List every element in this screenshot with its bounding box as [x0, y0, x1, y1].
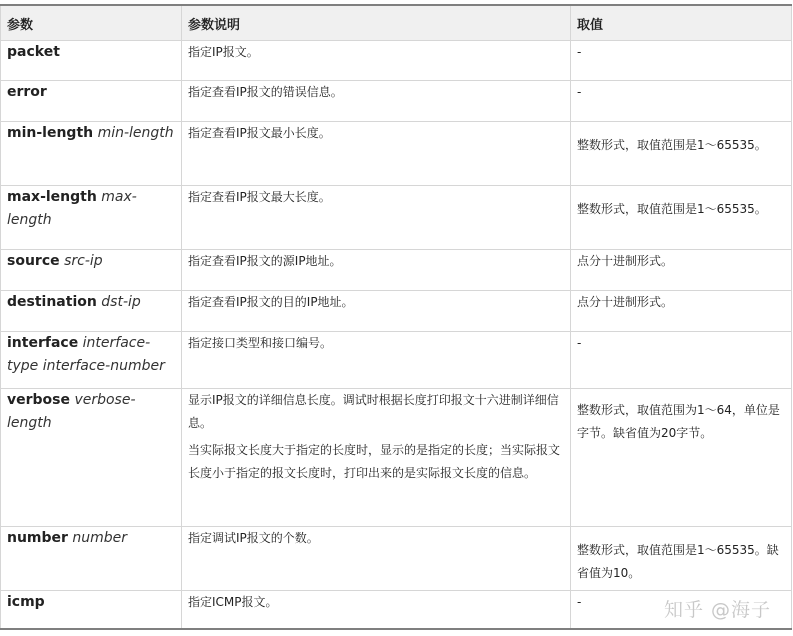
param-keyword: packet [7, 44, 60, 60]
value-cell: 整数形式，取值范围是1～65535。缺省值为10。 [571, 527, 792, 591]
description-cell [182, 81, 571, 122]
value-cell: 整数形式，取值范围为1～64，单位是字节。缺省值为20字节。 [571, 389, 792, 527]
header-description: 参数说明 [182, 5, 571, 41]
param-argument: src-ip [64, 253, 103, 269]
description-text: 指定查看IP报文的目的IP地址。 [188, 295, 354, 309]
description-cell [182, 389, 571, 527]
zhihu-watermark: 知乎 @海子 [663, 599, 771, 621]
value-cell: 整数形式，取值范围是1～65535。 [571, 186, 792, 250]
param-cell [1, 81, 182, 122]
param-keyword: number [7, 530, 68, 546]
description-cell [182, 291, 571, 332]
param-cell [1, 41, 182, 81]
header-param: 参数 [1, 5, 182, 41]
param-keyword: verbose [7, 392, 70, 408]
table-row [1, 41, 792, 81]
value-cell: - [571, 81, 792, 122]
param-argument: dst-ip [101, 294, 141, 310]
description-text: 指定调试IP报文的个数。 [188, 531, 319, 545]
param-argument: number [72, 530, 128, 546]
param-keyword: source [7, 253, 60, 269]
description-cell [182, 122, 571, 186]
param-keyword: error [7, 84, 47, 100]
description-text: 显示IP报文的详细信息长度。调试时根据长度打印报文十六进制详细信息。 [188, 393, 559, 430]
value-cell: 整数形式，取值范围是1～65535。 [571, 122, 792, 186]
param-keyword: destination [7, 294, 97, 310]
param-keyword: icmp [7, 594, 45, 610]
table-row [1, 332, 792, 389]
description-text: 指定IP报文。 [188, 45, 259, 59]
param-cell [1, 250, 182, 291]
description-text: 指定查看IP报文的错误信息。 [188, 85, 343, 99]
param-argument: interface-type [7, 335, 151, 374]
description-text: 当实际报文长度大于指定的长度时，显示的是指定的长度；当实际报文长度小于指定的报文长度时，打印出来的是实际报文长度的信息。 [188, 443, 561, 480]
param-cell [1, 591, 182, 629]
table-row [1, 81, 792, 122]
param-cell [1, 332, 182, 389]
description-cell [182, 250, 571, 291]
param-cell [1, 389, 182, 527]
param-argument: verbose-length [7, 392, 136, 431]
value-cell: - [571, 591, 792, 629]
param-cell [1, 122, 182, 186]
param-keyword: max-length [7, 189, 97, 205]
value-cell: 点分十进制形式。 [571, 250, 792, 291]
param-cell [1, 291, 182, 332]
param-argument: max-length [7, 189, 137, 228]
param-keyword: min-length [7, 125, 94, 141]
description-cell [182, 332, 571, 389]
description-cell [182, 41, 571, 81]
description-cell [182, 591, 571, 629]
header-value: 取值 [571, 5, 792, 41]
param-keyword: interface [7, 335, 79, 351]
parameter-table [0, 4, 792, 630]
table-row [1, 389, 792, 527]
table-row [1, 122, 792, 186]
description-cell [182, 186, 571, 250]
value-cell: - [571, 332, 792, 389]
description-text: 指定查看IP报文最小长度。 [188, 126, 331, 140]
value-cell: - [571, 41, 792, 81]
description-text: 指定ICMP报文。 [188, 595, 278, 609]
param-cell [1, 186, 182, 250]
description-text: 指定接口类型和接口编号。 [188, 336, 333, 350]
table-row [1, 527, 792, 591]
table-row [1, 186, 792, 250]
description-text: 指定查看IP报文的源IP地址。 [188, 254, 342, 268]
description-text: 指定查看IP报文最大长度。 [188, 190, 331, 204]
param-cell [1, 527, 182, 591]
table-row [1, 291, 792, 332]
param-argument-2: interface-number [42, 358, 165, 374]
table-header-row [1, 5, 792, 41]
table-row [1, 250, 792, 291]
description-cell [182, 527, 571, 591]
value-cell: 点分十进制形式。 [571, 291, 792, 332]
param-argument: min-length [97, 125, 174, 141]
